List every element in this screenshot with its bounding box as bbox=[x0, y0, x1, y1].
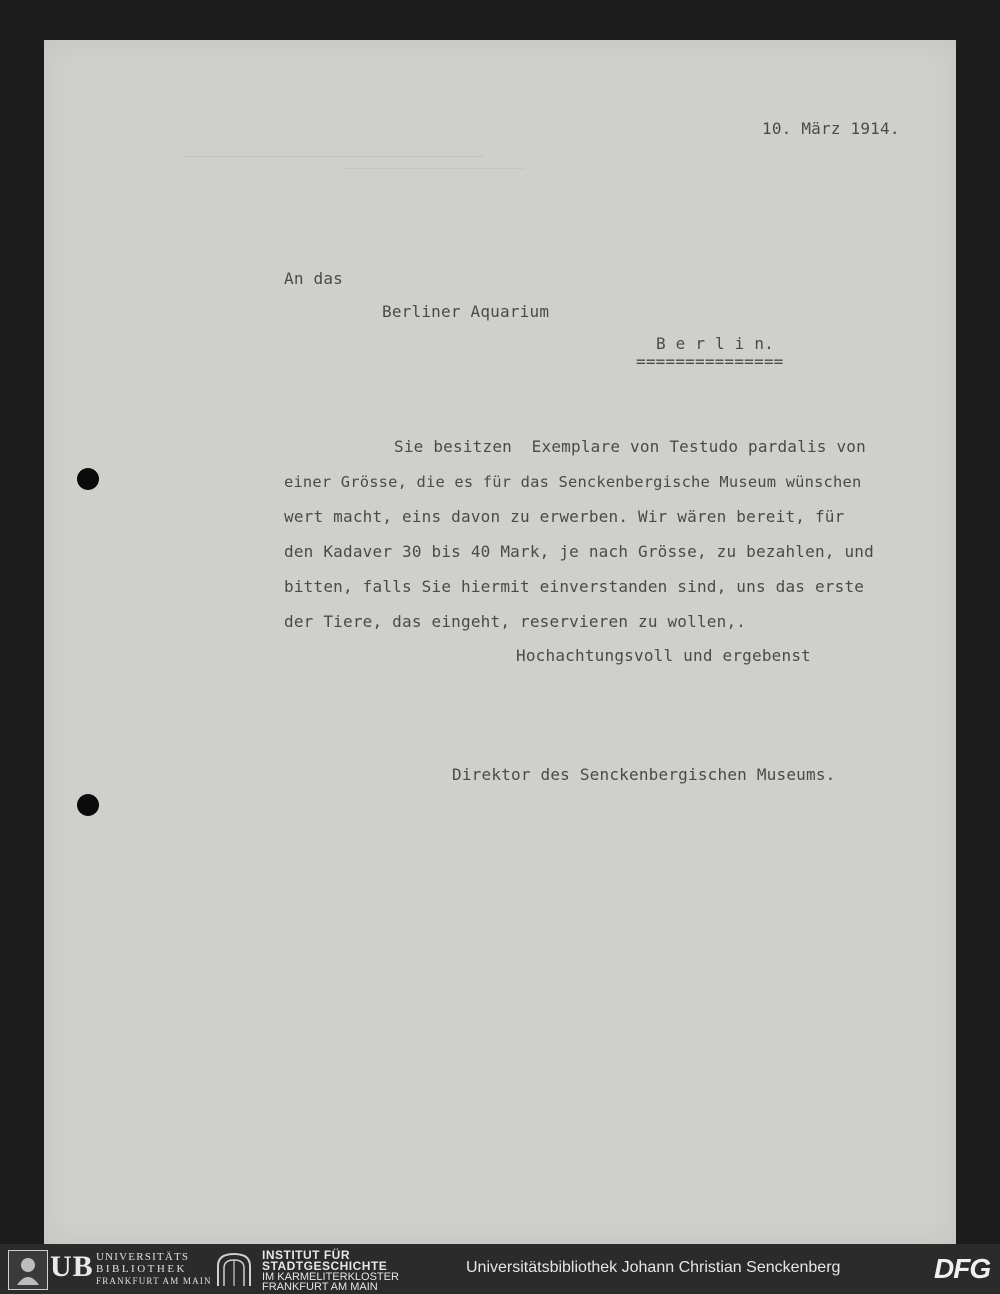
letter-city: B e r l i n. bbox=[656, 334, 774, 353]
ub-line: UNIVERSITÄTS bbox=[96, 1251, 190, 1263]
ifs-line: INSTITUT FÜR bbox=[262, 1248, 350, 1262]
ub-portrait-icon bbox=[8, 1250, 48, 1290]
ifs-line: FRANKFURT AM MAIN bbox=[262, 1281, 378, 1293]
footer-bar bbox=[0, 1244, 1000, 1294]
ifs-line: IM KARMELITERKLOSTER bbox=[262, 1271, 399, 1283]
letter-signature: Direktor des Senckenbergischen Museums. bbox=[452, 765, 836, 784]
faint-mark bbox=[184, 156, 484, 157]
body-line: den Kadaver 30 bis 40 Mark, je nach Grösse, zu bezahlen, und bbox=[284, 542, 874, 561]
dfg-logo: DFG bbox=[934, 1253, 991, 1284]
body-line: Sie besitzen Exemplare von Testudo pardalis von bbox=[394, 437, 866, 456]
ifs-arch-icon bbox=[214, 1250, 254, 1288]
ifs-logo-text bbox=[262, 1250, 399, 1292]
footer-library-name: Universitätsbibliothek Johann Christian Senckenberg bbox=[466, 1259, 841, 1276]
letter-salutation-to: An das bbox=[284, 269, 343, 288]
body-line: bitten, falls Sie hiermit einverstanden sind, uns das erste bbox=[284, 577, 865, 596]
letter-closing: Hochachtungsvoll und ergebenst bbox=[516, 646, 811, 665]
letter-page bbox=[44, 40, 956, 1244]
ub-line: FRANKFURT AM MAIN bbox=[96, 1276, 212, 1286]
ub-logo-letters: UB bbox=[50, 1250, 94, 1283]
letter-recipient: Berliner Aquarium bbox=[382, 302, 550, 321]
punch-hole-top bbox=[77, 468, 99, 490]
letter-date: 10. März 1914. bbox=[762, 119, 900, 138]
body-line: einer Grösse, die es für das Senckenbergische Museum wünschen bbox=[284, 473, 862, 491]
ub-line: BIBLIOTHEK bbox=[96, 1263, 187, 1275]
ub-logo-text bbox=[96, 1251, 212, 1287]
ifs-line: STADTGESCHICHTE bbox=[262, 1259, 388, 1273]
punch-hole-bottom bbox=[77, 794, 99, 816]
body-line: wert macht, eins davon zu erwerben. Wir wären bereit, für bbox=[284, 507, 845, 526]
faint-mark bbox=[344, 168, 524, 169]
letter-city-underline: =============== bbox=[636, 352, 784, 371]
body-line: der Tiere, das eingeht, reservieren zu wollen,. bbox=[284, 612, 747, 631]
